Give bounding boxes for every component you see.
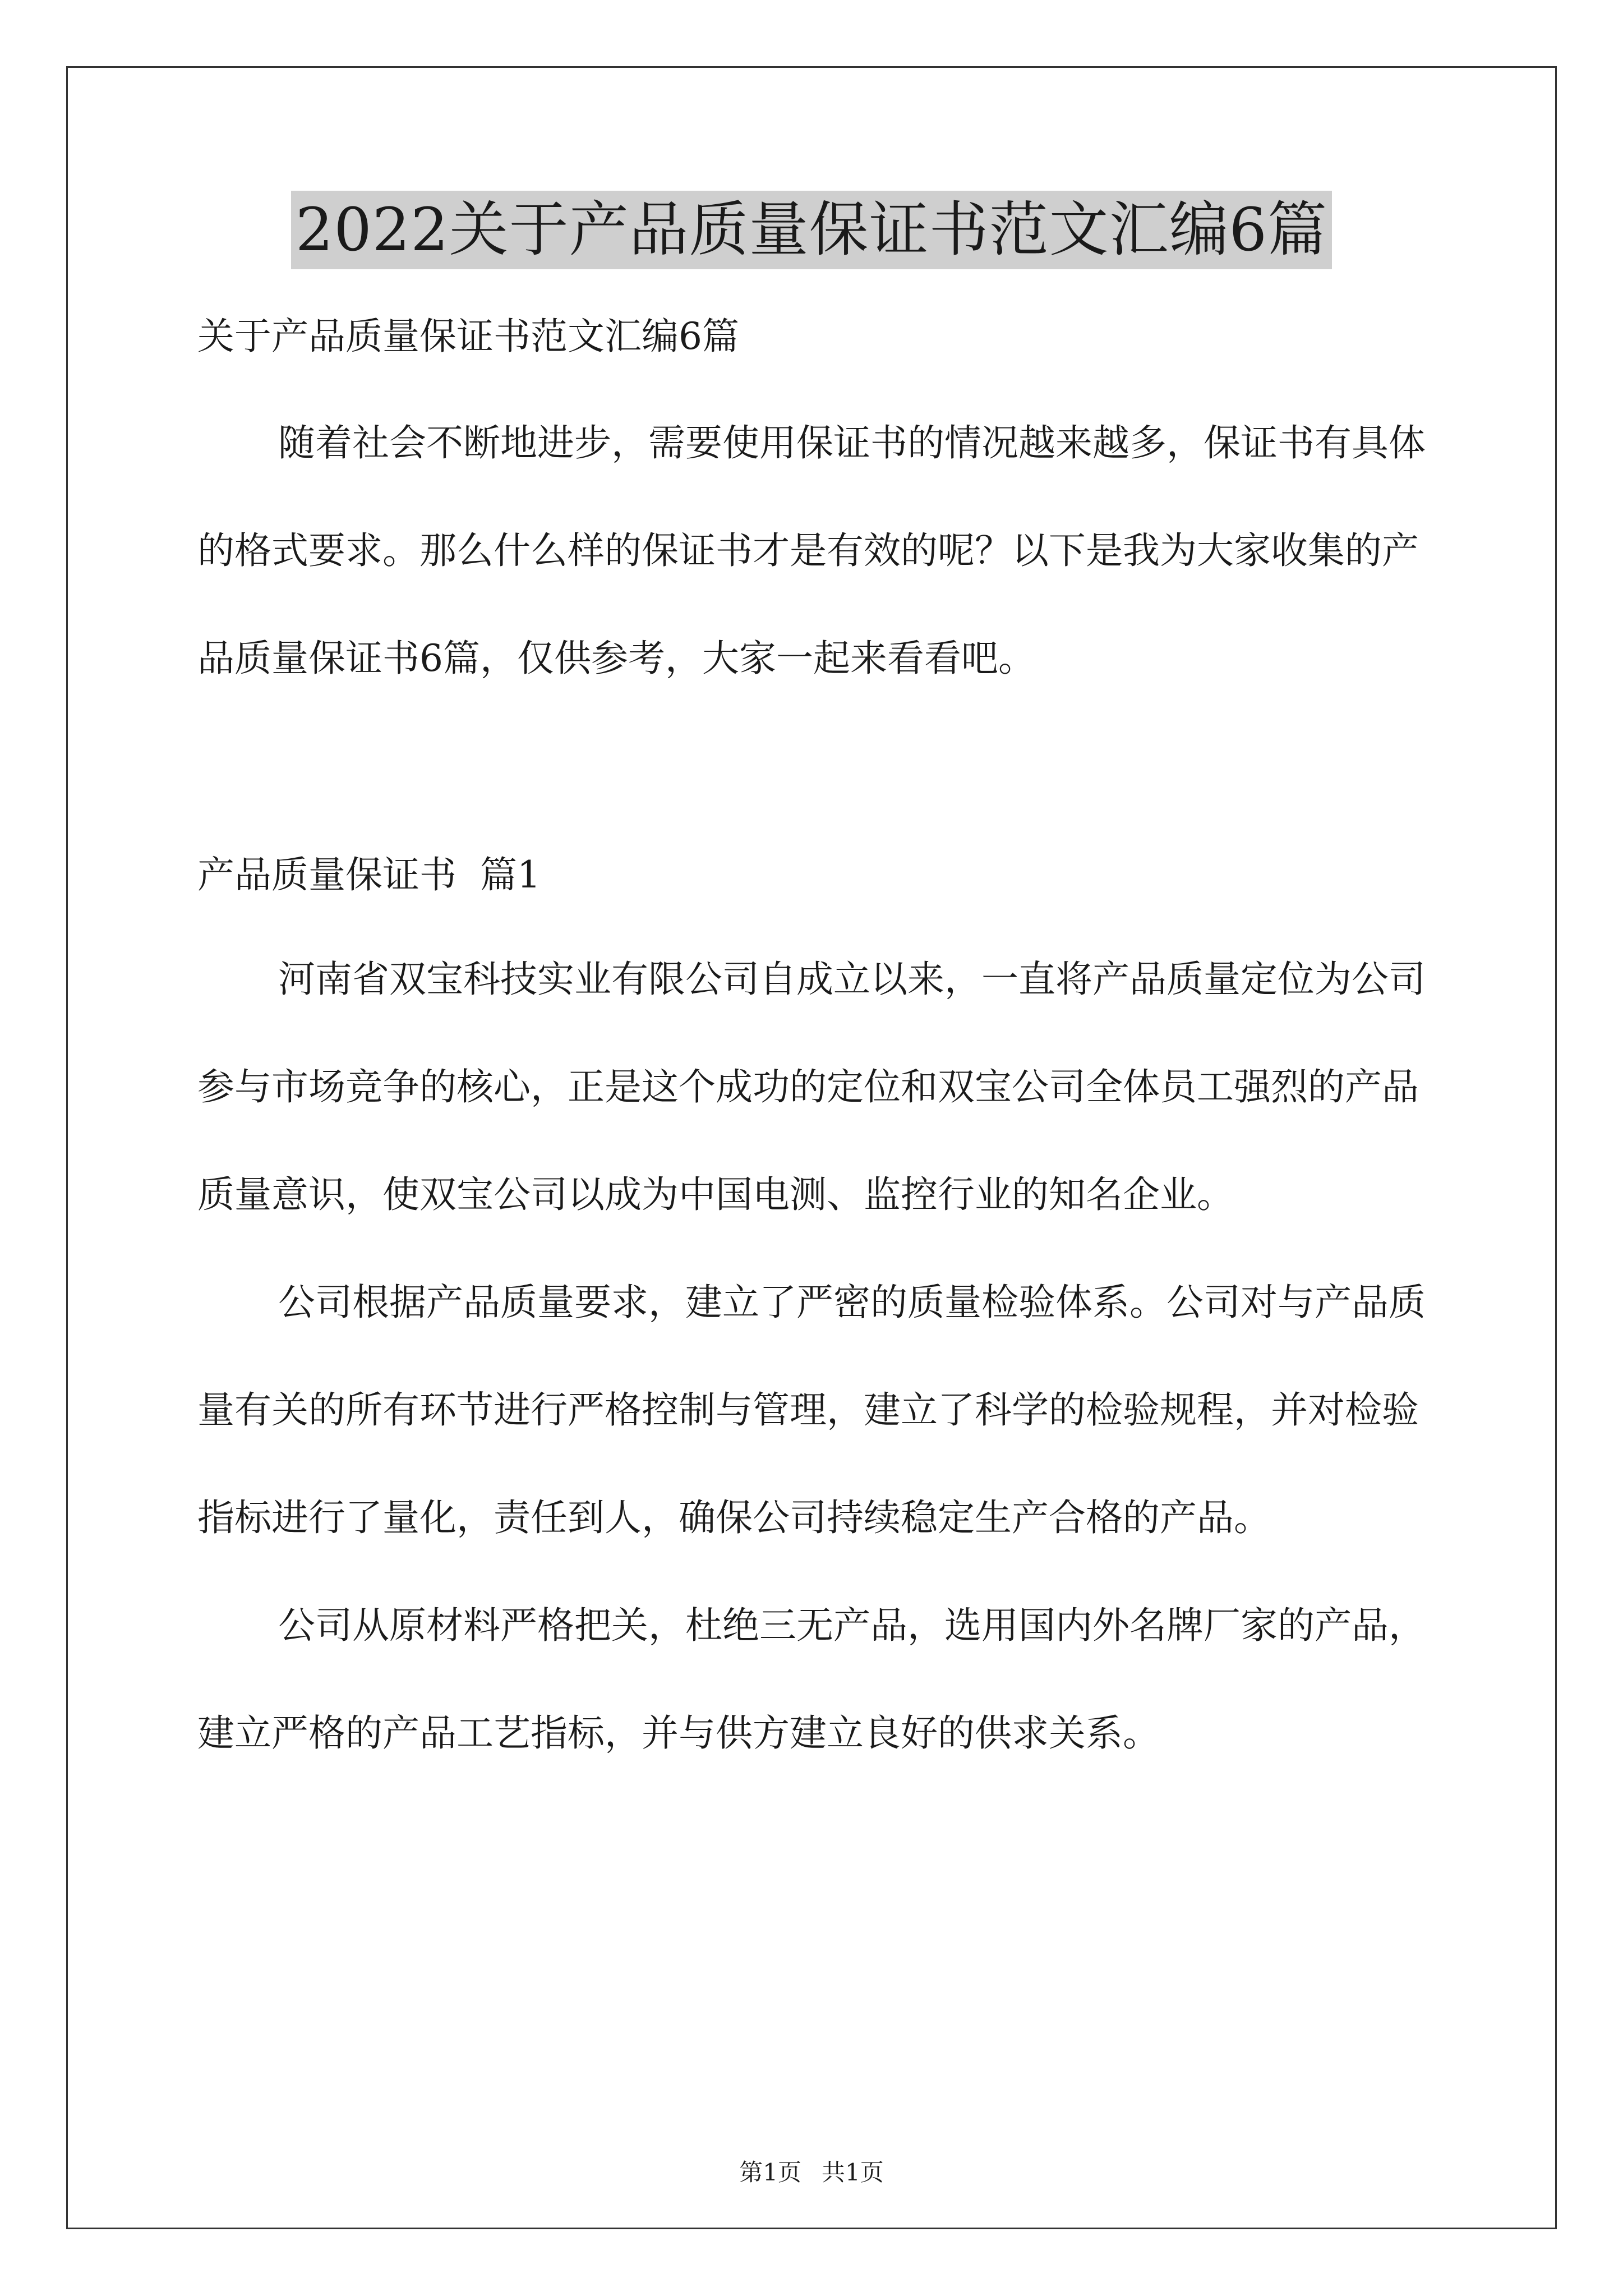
section-1 [197, 847, 1431, 1787]
document-title: 2022关于产品质量保证书范文汇编6篇 [291, 191, 1332, 269]
page-number-current: 第1页 [739, 2159, 801, 2186]
document-body [197, 309, 1431, 1787]
document-subtitle: 关于产品质量保证书范文汇编6篇 [197, 315, 739, 358]
body-paragraph: 公司根据产品质量要求，建立了严密的质量检验体系。公司对与产品质量有关的所有环节进行严格控制与管理，建立了科学的检验规程，并对检验指标进行了量化，责任到人，确保公司持续稳定生产合格的产品。 [197, 1281, 1426, 1539]
body-paragraph: 公司从原材料严格把关，杜绝三无产品，选用国内外名牌厂家的产品，建立严格的产品工艺指标，并与供方建立良好的供求关系。 [197, 1604, 1426, 1755]
document-title-wrapper [0, 191, 1623, 269]
page-number-total: 共1页 [822, 2159, 884, 2186]
section-heading: 产品质量保证书 篇1 [197, 853, 541, 896]
intro-paragraph: 随着社会不断地进步，需要使用保证书的情况越来越多，保证书有具体的格式要求。那么什么样的保证书才是有效的呢？以下是我为大家收集的产品质量保证书6篇，仅供参考，大家一起来看看吧。 [197, 421, 1426, 680]
section-body [197, 926, 1431, 1787]
body-paragraph: 河南省双宝科技实业有限公司自成立以来，一直将产品质量定位为公司参与市场竞争的核心，正是这个成功的定位和双宝公司全体员工强烈的产品质量意识，使双宝公司以成为中国电测、监控行业的知名企业。 [197, 958, 1426, 1216]
page-footer [0, 2157, 1623, 2188]
